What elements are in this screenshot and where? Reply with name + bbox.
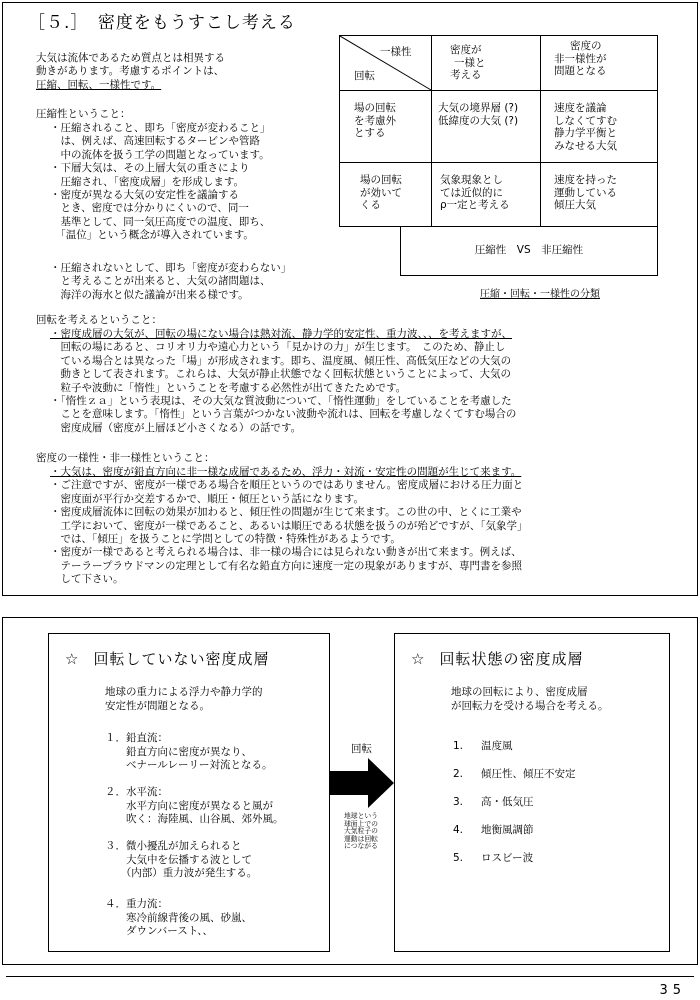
- header-rotation: 回転: [354, 70, 375, 82]
- box-title-text: 回転状態の密度成層: [439, 650, 584, 668]
- list-item: 2. 傾圧性、傾圧不安定: [453, 768, 576, 780]
- table-footer-box: [400, 226, 658, 276]
- box-intro: 地球の重力による浮力や静力学的 安定性が問題となる。: [105, 686, 263, 712]
- text-line: 密度面が平行か交差するかで、順圧・傾圧という話になります。: [50, 492, 364, 505]
- text-line: 中の流体を扱う工学の問題となっています。: [50, 148, 270, 161]
- text-line: と考えることが出来ると、大気の諸問題は、: [50, 275, 271, 288]
- compressibility-body: [50, 122, 271, 243]
- box-intro: 地球の回転により、密度成層 が回転力を受ける場合を考える。: [451, 686, 609, 712]
- intro-paragraph: [36, 52, 225, 92]
- text-line: は、例えば、高速回転するタービンや管路: [50, 135, 260, 148]
- list-item: 4. 地衡風調節: [453, 824, 534, 836]
- cell-no-rotation-uniform: 大気の境界層 (?) 低緯度の大気 (?): [438, 102, 519, 127]
- list-item: 3. 高・低気圧: [453, 796, 534, 808]
- list-item: 1. 温度風: [453, 740, 513, 752]
- table-diagonal: [340, 36, 657, 91]
- footer-rule: [6, 976, 694, 977]
- text-line: ・下層大気は、その上層大気の重さにより: [50, 162, 250, 175]
- text-line: とき、密度では分かりにくいので、同一: [50, 202, 249, 215]
- box-title: [65, 648, 269, 669]
- text-line: ・密度が異なる大気の安定性を議論する: [50, 188, 239, 201]
- box-title: [411, 648, 583, 669]
- text-line: ている場合とは異なった「場」が形成されます。即ち、温度風、傾圧性、高低気圧などの大気の: [50, 354, 512, 367]
- text-line: ・密度成層の大気が、回転の場にない場合は熱対流、静力学的安定性、重力波、、、を考えますが、: [50, 328, 512, 340]
- list-item: ４．重力流： 寒冷前線背後の風、砂嵐、 ダウンバースト、、: [105, 898, 252, 937]
- compressibility-heading: 圧縮性ということ：: [36, 108, 131, 120]
- col-header-uniform: 密度が 一様と 考える: [450, 44, 486, 81]
- col-header-nonuniform: 密度の 非一様性が 問題となる: [554, 40, 607, 77]
- text-line: 「温位」という概念が導入されています。: [50, 229, 254, 242]
- table-divider: [540, 36, 541, 226]
- text-line: ・ご注意ですが、密度が一様である場合を順圧というのではありません。密度成層における圧力面と: [50, 479, 524, 492]
- text-line: 粒子や波動に「惰性」ということを考慮する必然性が出てきたためです。: [50, 381, 407, 394]
- intro-line: 圧縮、回転、一様性です。: [36, 78, 162, 91]
- classification-table: [339, 35, 658, 227]
- text-line: 動きとして表されます。これらは、大気が静止状態でなく回転状態ということによって、大気の: [50, 368, 511, 381]
- row-label-no-rotation: 場の回転 を考慮外 とする: [354, 102, 396, 139]
- table-footer: 圧縮性 VS 非圧縮性: [474, 244, 584, 256]
- rotation-heading: 回転を考えるということ：: [36, 314, 162, 326]
- density-heading: 密度の一様性・非一様性ということ：: [36, 452, 215, 464]
- intro-line: 大気は流体であるため質点とは相異する: [36, 52, 225, 64]
- text-line: して下さい。: [50, 573, 124, 586]
- text-line: 工学において、密度が一様であること、あるいは順圧である状態を扱うのが殆どですが、「気象学」: [50, 519, 528, 532]
- text-line: 海洋の海水と似た議論が出来る様です。: [50, 288, 249, 301]
- rotating-box: [394, 633, 670, 952]
- text-line: 基準として、同一気圧高度での温度、即ち、: [50, 215, 271, 228]
- text-line: ・圧縮されないとして、即ち「密度が変わらない」: [50, 262, 292, 274]
- table-divider: [431, 36, 432, 226]
- text-line: ・密度が一様であると考えられる場合は、非一様の場合には見られない動きが出て来ます。例えば、: [50, 546, 522, 559]
- text-line: ことを意味します。「惰性」という言葉がつかない波動や流れは、回転を考慮しなくてすむ場合の: [50, 408, 517, 421]
- table-divider: [340, 162, 657, 163]
- table-caption: 圧縮・回転・一様性の分類: [480, 289, 600, 300]
- list-item: 5. ロスビー波: [453, 852, 534, 864]
- page-number: 35: [659, 983, 686, 998]
- arrow-note: 地球という 球面上での 大気粒子の 運動は回転 につながる: [344, 812, 378, 851]
- star-icon: ☆: [65, 650, 80, 668]
- text-line: テーラープラウドマンの定理として有名な鉛直方向に速度一定の現象がありますが、専門書を参照: [50, 559, 522, 572]
- list-item: ３．微小擾乱が加えられると 大気中を伝播する波として （内部）重力波が発生する。: [105, 840, 258, 879]
- text-line: ・「惰性ｚａ」という表現は、その大気な質波動について、「惰性運動」をしていることを考慮した: [50, 394, 512, 407]
- list-item: ２．水平流： 水平方向に密度が異なると風が 吹く：海陸風、山谷風、郊外風。: [105, 786, 284, 825]
- row-label-rotation: 場の回転 が効いて くる: [360, 174, 402, 211]
- text-line: 圧縮され、「密度成層」を形成します。: [50, 175, 245, 188]
- density-body: [50, 466, 528, 587]
- non-rotating-box: [48, 633, 330, 952]
- star-icon: ☆: [411, 650, 426, 668]
- header-uniformity: 一様性: [380, 46, 412, 58]
- text-line: ・密度成層流体に回転の効果が加わると、傾圧性の問題が生じて来ます。この世の中、とくに工業や: [50, 506, 522, 519]
- text-line: 密度成層（密度が上層ほど小さくなる）の話です。: [50, 421, 302, 434]
- text-line: ・大気は、密度が鉛直方向に非一様な成層であるため、浮力・対流・安定性の問題が生じて来ます。: [50, 466, 522, 478]
- rotation-body: [50, 328, 516, 435]
- text-line: ・圧縮されること、即ち「密度が変わること」: [50, 122, 271, 134]
- list-item: １．鉛直流： 鉛直方向に密度が異なり、 ベナールレーリー対流となる。: [105, 732, 273, 771]
- box-title-text: 回転していない密度成層: [93, 650, 270, 668]
- right-arrow-icon: [330, 758, 396, 808]
- intro-line: 動きがあります。考慮するポイントは、: [36, 65, 225, 78]
- arrow-label: 回転: [351, 743, 372, 755]
- table-divider: [340, 90, 657, 91]
- cell-rotation-uniform: 気象現象とし ては近似的に ρ一定と考える: [440, 174, 510, 211]
- incompressibility-body: [50, 262, 291, 302]
- cell-no-rotation-nonuniform: 速度を議論 しなくてすむ 静力学平衡と みなせる大気: [554, 102, 617, 152]
- text-line: 回転の場にあると、コリオリ力や遠心力という「見かけの力」が生じます。 このため、静止し: [50, 341, 506, 354]
- section-title: ［５.］ 密度をもうすこし考える: [28, 13, 296, 33]
- text-line: では、「傾圧」を扱うことに学問としての特徴・特殊性があるようです。: [50, 532, 401, 545]
- cell-rotation-nonuniform: 速度を持った 運動している 傾圧大気: [554, 174, 617, 211]
